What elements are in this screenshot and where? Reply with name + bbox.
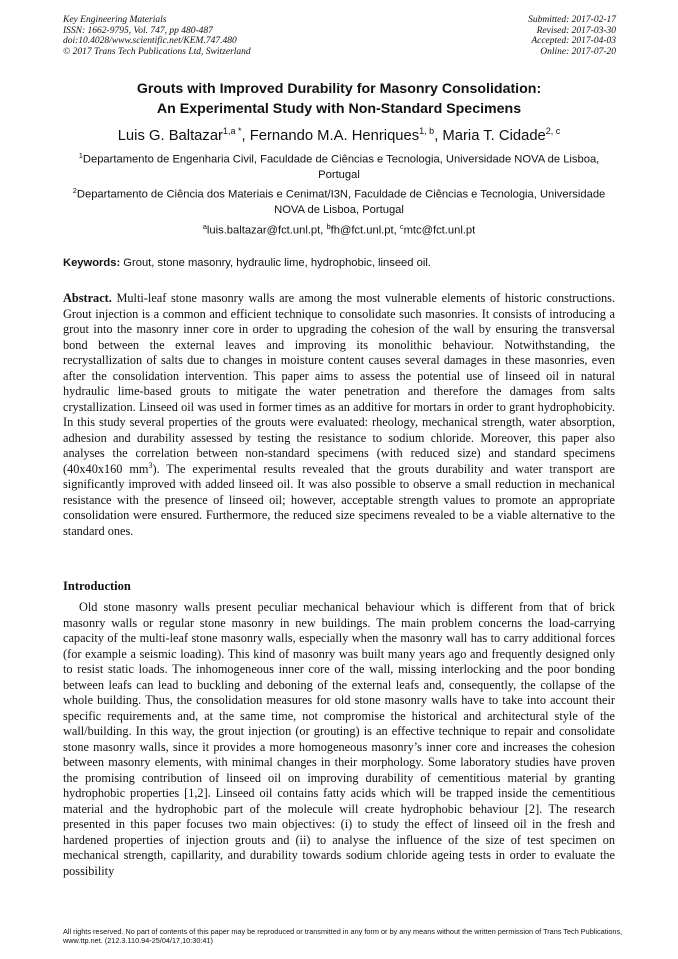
rights-footer: All rights reserved. No part of contents of this paper may be reproduced or transmitted in any form or by any means without the written permission of Trans Tech Publications, www.ttp.net. (212.3.110.94-25/04/17,10:30:41) — [63, 927, 623, 945]
email-mark: b — [326, 222, 331, 231]
title-line-1: Grouts with Improved Durability for Masonry Consolidation: — [136, 81, 542, 97]
copyright: © 2017 Trans Tech Publications Ltd, Switzerland — [63, 46, 251, 57]
publication-info — [63, 15, 251, 57]
author-name: Maria T. Cidade — [442, 127, 546, 144]
abstract-superscript: 3 — [148, 460, 153, 470]
title-line-2: An Experimental Study with Non-Standard Specimens — [156, 100, 522, 117]
publication-dates — [528, 15, 616, 57]
abstract-text: Multi-leaf stone masonry walls are among the most vulnerable elements of historic constructions. Grout injection is a common and efficient technique to consolidate such masonries. It consists of introducing a grout into the masonry inner core in order to upgrading the cohesion of the wall by ensuring the transversal bond between the external leaves and improving its monolithic behaviour. Notwithstanding, the recrystallization of salts due to changes in moisture content causes several damages in these masonries, even after the consolidation intervention. This paper aims to assess the potential use of linseed oil in natural hydraulic lime-based grouts to mitigate the water penetration and therefore the damages from salts crystallization. Linseed oil was used in former times as an additive for mortars in order to grant hydrophobicity. In this study several properties of the grouts were evaluated: rheology, mechanical strength, water absorption, adhesion and durability assessed by testing the resistance to sodium chloride. Moreover, this paper also analyses the correlation between non-standard specimens (with reduced size) and standard specimens (40x40x160 mm — [63, 291, 615, 476]
online-date: Online: 2017-07-20 — [540, 46, 616, 57]
affiliation-1 — [63, 148, 615, 183]
author-name: Luis G. Baltazar — [117, 127, 223, 144]
author-emails — [40, 219, 638, 239]
paper-title — [40, 80, 638, 119]
author-name: Fernando M.A. Henriques — [249, 127, 420, 144]
author-separator: , — [241, 127, 250, 144]
affiliation-text: Departamento de Engenharia Civil, Faculdade de Ciências e Tecnologia, Universidade NOVA de Lisboa, Portugal — [82, 153, 600, 181]
affiliation-text: Departamento de Ciência dos Materiais e Cenimat/I3N, Faculdade de Ciências e Tecnologia, Universidade NOVA de Lisboa, Portugal — [76, 188, 606, 216]
issn-volume: ISSN: 1662-9795, Vol. 747, pp 480-487 — [63, 25, 213, 36]
keywords-text: Grout, stone masonry, hydraulic lime, hydrophobic, linseed oil. — [120, 257, 431, 269]
abstract-label: Abstract. — [63, 291, 112, 305]
affiliation-2 — [63, 183, 615, 218]
email-link[interactable]: fh@fct.unl.pt, — [330, 224, 400, 237]
author-affiliation-mark: 1,a * — [222, 126, 242, 136]
accepted-date: Accepted: 2017-04-03 — [531, 36, 616, 47]
affiliation-mark: 2 — [72, 186, 77, 195]
abstract — [63, 291, 615, 539]
introduction-paragraph: Old stone masonry walls present peculiar mechanical behaviour which is different from that of brick masonry walls or regular stone masonry in new buildings. The main problem concerns the load-carrying capacity of the multi-leaf stone masonry walls, especially when the masonry wall has to carry additional forces (for example a seismic loading). This kind of masonry was built many years ago and frequently designed only to resist static loads. The inhomogeneous inner core of the wall, missing interlocking and the poor bonding between leafs can lead to buckling and deboning of the external leafs and, consequently, the collapse of the whole building. Thus, the consolidation measures for old stone masonry walls have to take into account their specific requirements and, at the same time, not compromise the historical and architectural style of the wall/building. In this way, the grout injection (or grouting) is an effective technique to repair and consolidate stone masonry walls, since it provides a more homogeneous masonry’s inner core and increases the cohesion between masonry elements, with minimal changes in their morphology. Some laboratory studies have proven the promising contribution of linseed oil on improving durability of cementitious material by granting hydrophobic properties [1,2]. Linseed oil contains fatty acids which will be trapped inside the cementitious material and the hydrophobic part of the molecule will create hydrophobic behaviour [2]. The research presented in this paper focuses two main objectives: (i) to study the effect of linseed oil in the fresh and hardened properties of injection grouts and (ii) to analyse the influence of the size of test specimen on mechanical strength, capillarity, and durability towards sodium chloride ageing tests in order to evaluate the possibility — [63, 600, 615, 878]
abstract-text-continued: ). The experimental results revealed that the grouts durability and water transport are significantly improved with added linseed oil. It was also possible to observe a small reduction in mechanical resistance with the presence of linseed oil; however, acceptable strength values to promote an appropriate consolidation were ensured. Furthermore, the reduced size specimens revealed to be a viable alternative to the standard ones. — [63, 461, 615, 538]
keywords — [63, 256, 615, 271]
affiliation-mark: 1 — [78, 151, 83, 160]
journal-name: Key Engineering Materials — [63, 15, 167, 25]
email-mark: c — [399, 222, 404, 231]
email-link[interactable]: mtc@fct.unl.pt — [403, 224, 476, 237]
author-affiliation-mark: 2, c — [545, 126, 561, 136]
revised-date: Revised: 2017-03-30 — [536, 25, 616, 36]
author-separator: , — [434, 127, 443, 144]
email-mark: a — [202, 222, 207, 231]
email-link[interactable]: luis.baltazar@fct.unl.pt, — [206, 224, 327, 237]
submitted-date: Submitted: 2017-02-17 — [528, 15, 616, 25]
keywords-label: Keywords: — [63, 257, 121, 269]
author-list — [40, 121, 638, 146]
section-heading-introduction: Introduction — [63, 579, 131, 593]
doi: doi:10.4028/www.scientific.net/KEM.747.480 — [63, 36, 237, 47]
author-affiliation-mark: 1, b — [419, 126, 435, 136]
